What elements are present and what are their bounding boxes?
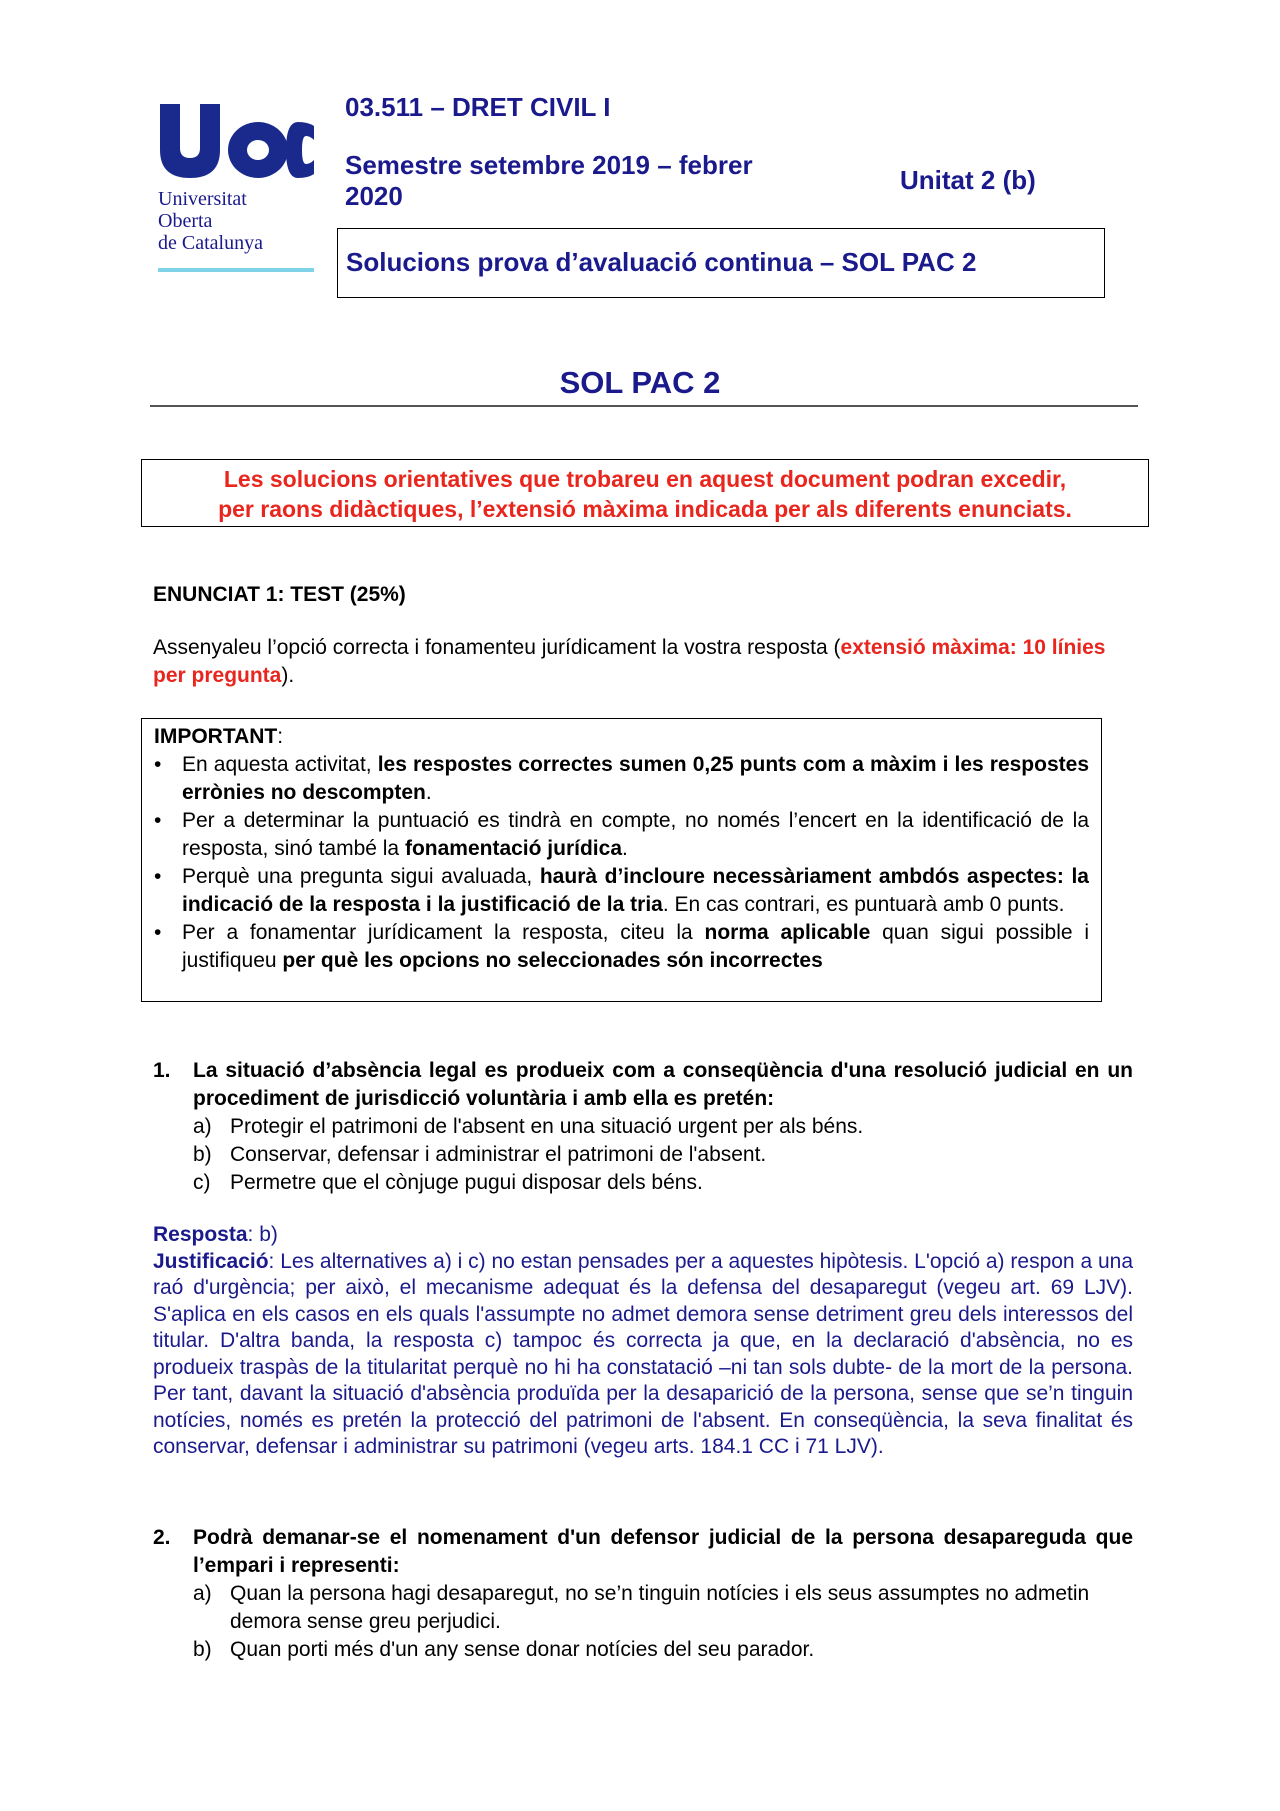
instructions-paragraph [153, 634, 1133, 690]
instructions-end: ). [281, 664, 295, 687]
important-bullet [154, 919, 1089, 975]
answer-1 [153, 1222, 1133, 1461]
notice-line-1: Les solucions orientatives que trobareu en aquest document podran excedir, [223, 466, 1067, 492]
question-number: 2. [153, 1526, 171, 1549]
logo-underline [158, 268, 314, 272]
option [193, 1113, 1133, 1141]
bullet-text: Per a determinar la puntuació es tindrà en compte, no només l’encert en la identificació de la resposta, sinó també la [182, 809, 1089, 860]
question-text: Podrà demanar-se el nomenament d'un defensor judicial de la persona desapareguda que l’empari i representi: [193, 1526, 1133, 1577]
logo-line-2: Oberta [158, 210, 213, 232]
important-bullet [154, 751, 1089, 807]
important-bullet [154, 863, 1089, 919]
semester-label: Semestre setembre 2019 – febrer 2020 [345, 150, 753, 211]
bullet-text: quan sigui possible i justifiqueu [182, 921, 1089, 972]
option [193, 1636, 1133, 1664]
justification-label: Justificació [153, 1249, 269, 1273]
bullet-text: Per a fonamentar jurídicament la resposta, citeu la [182, 921, 705, 944]
bullet-bold: fonamentació jurídica [404, 837, 622, 860]
bullet-bold: per què les opcions no seleccionades són incorrectes [282, 949, 823, 972]
answer-value: : b) [247, 1223, 278, 1246]
option [193, 1141, 1133, 1169]
important-bullet [154, 807, 1089, 863]
bullet-text: . En cas contrari, es puntuarà amb 0 punts. [662, 893, 1065, 916]
bullet-icon: • [154, 921, 162, 944]
bullet-text: . [622, 837, 628, 860]
bullet-icon: • [154, 753, 162, 776]
bullet-text: Perquè una pregunta sigui avaluada, [182, 865, 540, 888]
instructions-text: Assenyaleu l’opció correcta i fonamenteu jurídicament la vostra resposta ( [153, 636, 841, 659]
uoc-logo-mark [158, 100, 314, 180]
bullet-text: . [425, 781, 432, 804]
solutions-box-label: Solucions prova d’avaluació continua – SOL PAC 2 [346, 247, 977, 277]
answer-label: Resposta [153, 1223, 248, 1246]
bullet-icon: • [154, 809, 162, 832]
option-letter: c) [193, 1171, 211, 1194]
notice-box [141, 459, 1149, 527]
notice-line-2: per raons didàctiques, l’extensió màxima indicada per als diferents enunciats. [218, 496, 1072, 522]
logo-line-1: Universitat [158, 188, 247, 210]
instructions-highlight: extensió màxima: 10 línies per pregunta [153, 636, 1106, 687]
bullet-icon: • [154, 865, 162, 888]
question-2 [153, 1524, 1133, 1664]
option-letter: b) [193, 1638, 212, 1661]
logo-line-3: de Catalunya [158, 232, 263, 254]
uoc-logo [158, 100, 314, 272]
option-text: Protegir el patrimoni de l'absent en una situació urgent per als béns. [230, 1115, 864, 1138]
bullet-text: En aquesta activitat, [182, 753, 378, 776]
course-title: 03.511 – DRET CIVIL I [345, 92, 611, 122]
option-letter: a) [193, 1115, 212, 1138]
question-1 [153, 1057, 1133, 1197]
bullet-bold: haurà d’incloure necessàriament ambdós aspectes: la indicació de la resposta i la justificació de la tria [182, 865, 1089, 916]
bullet-bold: les respostes correctes sumen 0,25 punts com a màxim i les respostes errònies no descompten [182, 753, 1089, 804]
option [193, 1169, 1133, 1197]
option-text: Quan porti més d'un any sense donar notícies del seu parador. [230, 1638, 815, 1661]
logo-wordmark [158, 188, 263, 254]
important-heading: IMPORTANT [154, 725, 278, 748]
unit-label: Unitat 2 (b) [900, 165, 1036, 195]
title-divider [150, 405, 1138, 407]
question-number: 1. [153, 1059, 171, 1082]
option-text: Conservar, defensar i administrar el patrimoni de l'absent. [230, 1143, 767, 1166]
bullet-bold: norma aplicable [704, 921, 871, 944]
option [193, 1580, 1133, 1636]
option-letter: b) [193, 1143, 212, 1166]
important-list [154, 751, 1089, 975]
important-colon: : [277, 725, 284, 748]
solutions-box [337, 228, 1105, 298]
important-box [141, 718, 1102, 1002]
section-heading: ENUNCIAT 1: TEST (25%) [153, 583, 406, 606]
option-letter: a) [193, 1582, 212, 1605]
question-text: La situació d’absència legal es produeix com a conseqüència d'una resolució judicial en un procediment de jurisdicció voluntària i amb ella es pretén: [193, 1059, 1133, 1110]
option-text: Permetre que el cònjuge pugui disposar dels béns. [230, 1171, 703, 1194]
justification-text: : Les alternatives a) i c) no estan pensades per a aquestes hipòtesis. L'opció a) respon a una raó d'urgència; per això, el mecanisme adequat és la defensa del desaparegut (vegeu art. 69 LJV). S'aplica en els casos en els quals l'assumpte no admet demora sense detriment greu dels interessos del titular. D'altra banda, la resposta c) tampoc és correcta ja que, en la declaració d'absència, no es produeix traspàs de la titularitat perquè no hi ha constatació –ni tan sols dubte- de la mort de la persona. Per tant, davant la situació d'absència produïda per la desaparició de la persona, sense que se’n tinguin notícies, només es pretén la protecció del patrimoni de l'absent. En conseqüència, la seva finalitat és conservar, defensar i administrar su patrimoni (vegeu arts. 184.1 CC i 71 LJV). [153, 1249, 1133, 1458]
page-title: SOL PAC 2 [559, 365, 721, 400]
option-text: Quan la persona hagi desaparegut, no se’n tinguin notícies i els seus assumptes no admetin demora sense greu perjudici. [230, 1582, 1090, 1633]
